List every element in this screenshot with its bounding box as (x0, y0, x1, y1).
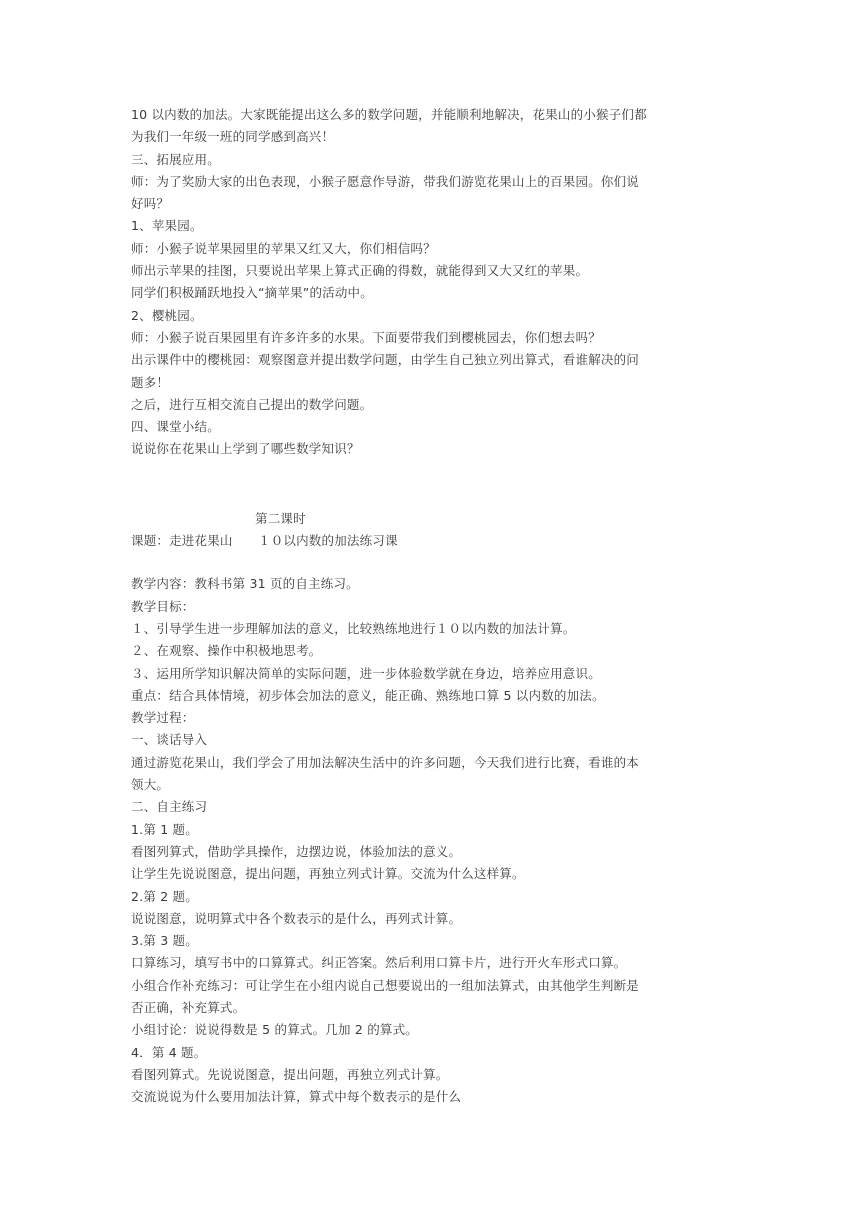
text-line: 3.第 3 题。 (131, 933, 198, 949)
text-line: 否正确，补充算式。 (131, 999, 246, 1015)
text-line: 一、谈话导入 (131, 732, 208, 748)
text-line: 领大。 (131, 777, 170, 793)
text-line: 4．第 4 题。 (131, 1044, 207, 1060)
section-gap (131, 461, 731, 508)
text-line: １、引导学生进一步理解加法的意义，比较熟练地进行１０以内数的加法计算。 (131, 620, 576, 636)
text-line: 看图列算式。先说说图意，提出问题，再独立列式计算。 (131, 1066, 449, 1082)
text-line: ３、运用所学知识解决简单的实际问题，进一步体验数学就在身边，培养应用意识。 (131, 665, 601, 681)
section-part-one (131, 104, 731, 461)
text-line: 2.第 2 题。 (131, 888, 198, 904)
blank-line (131, 552, 731, 573)
text-line: ２、在观察、操作中积极地思考。 (131, 643, 322, 659)
text-line: 通过游览花果山，我们学会了用加法解决生活中的许多问题，今天我们进行比赛，看谁的本 (131, 754, 640, 770)
text-line: 2、樱桃园。 (131, 307, 203, 323)
text-line: 小组讨论：说说得数是 5 的算式。几加 2 的算式。 (131, 1022, 419, 1038)
text-line: 交流说说为什么要用加法计算，算式中每个数表示的是什么 (131, 1089, 462, 1105)
text-line: 说说图意，说明算式中各个数表示的是什么，再列式计算。 (131, 910, 462, 926)
text-line: 好吗？ (131, 196, 170, 212)
text-line: 题多！ (131, 374, 170, 390)
text-line: 同学们积极踊跃地投入“摘苹果”的活动中。 (131, 285, 373, 301)
text-line: 师：小猴子说苹果园里的苹果又红又大，你们相信吗？ (131, 240, 436, 256)
text-line: 师：为了奖励大家的出色表现，小猴子愿意作导游，带我们游览花果山上的百果园。你们说 (131, 173, 640, 189)
text-line: 说说你在花果山上学到了哪些数学知识？ (131, 441, 360, 457)
text-line: 教学过程： (131, 710, 195, 726)
text-line: 二、自主练习 (131, 799, 208, 815)
text-line: 10 以内数的加法。大家既能提出这么多的数学问题，并能顺利地解决，花果山的小猴子们都 (131, 107, 647, 122)
text-line: 为我们一年级一班的同学感到高兴！ (131, 129, 335, 145)
text-line: 教学内容：教科书第 31 页的自主练习。 (131, 576, 359, 592)
text-line: 1、苹果园。 (131, 218, 203, 234)
document-page (131, 104, 731, 1108)
lesson-heading: 第二课时 (255, 510, 306, 526)
text-line: 看图列算式，借助学具操作，边摆边说，体验加法的意义。 (131, 843, 462, 859)
text-line: 师出示苹果的挂图，只要说出苹果上算式正确的得数，就能得到又大又红的苹果。 (131, 263, 589, 279)
lesson-topic: 课题：走进花果山 １０以内数的加法练习课 (131, 533, 398, 549)
text-line: 教学目标： (131, 598, 195, 614)
text-line: 四、课堂小结。 (131, 419, 220, 435)
text-line: 师：小猴子说百果园里有许多许多的水果。下面要带我们到樱桃园去，你们想去吗？ (131, 329, 601, 345)
text-line: 三、拓展应用。 (131, 151, 220, 167)
text-line: 1.第 1 题。 (131, 821, 198, 837)
text-line: 小组合作补充练习：可让学生在小组内说自己想要说出的一组加法算式，由其他学生判断是 (131, 977, 640, 993)
text-line: 让学生先说说图意，提出问题，再独立列式计算。交流为什么这样算。 (131, 866, 525, 882)
text-line: 重点：结合具体情境，初步体会加法的意义，能正确、熟练地口算 5 以内数的加法。 (131, 687, 605, 703)
section-part-two (131, 573, 731, 1108)
text-line: 口算练习，填写书中的口算算式。纠正答案。然后利用口算卡片，进行开火车形式口算。 (131, 955, 627, 971)
text-line: 出示课件中的樱桃园：观察图意并提出数学问题，由学生自己独立列出算式，看谁解决的问 (131, 352, 640, 368)
text-line: 之后，进行互相交流自己提出的数学问题。 (131, 396, 373, 412)
